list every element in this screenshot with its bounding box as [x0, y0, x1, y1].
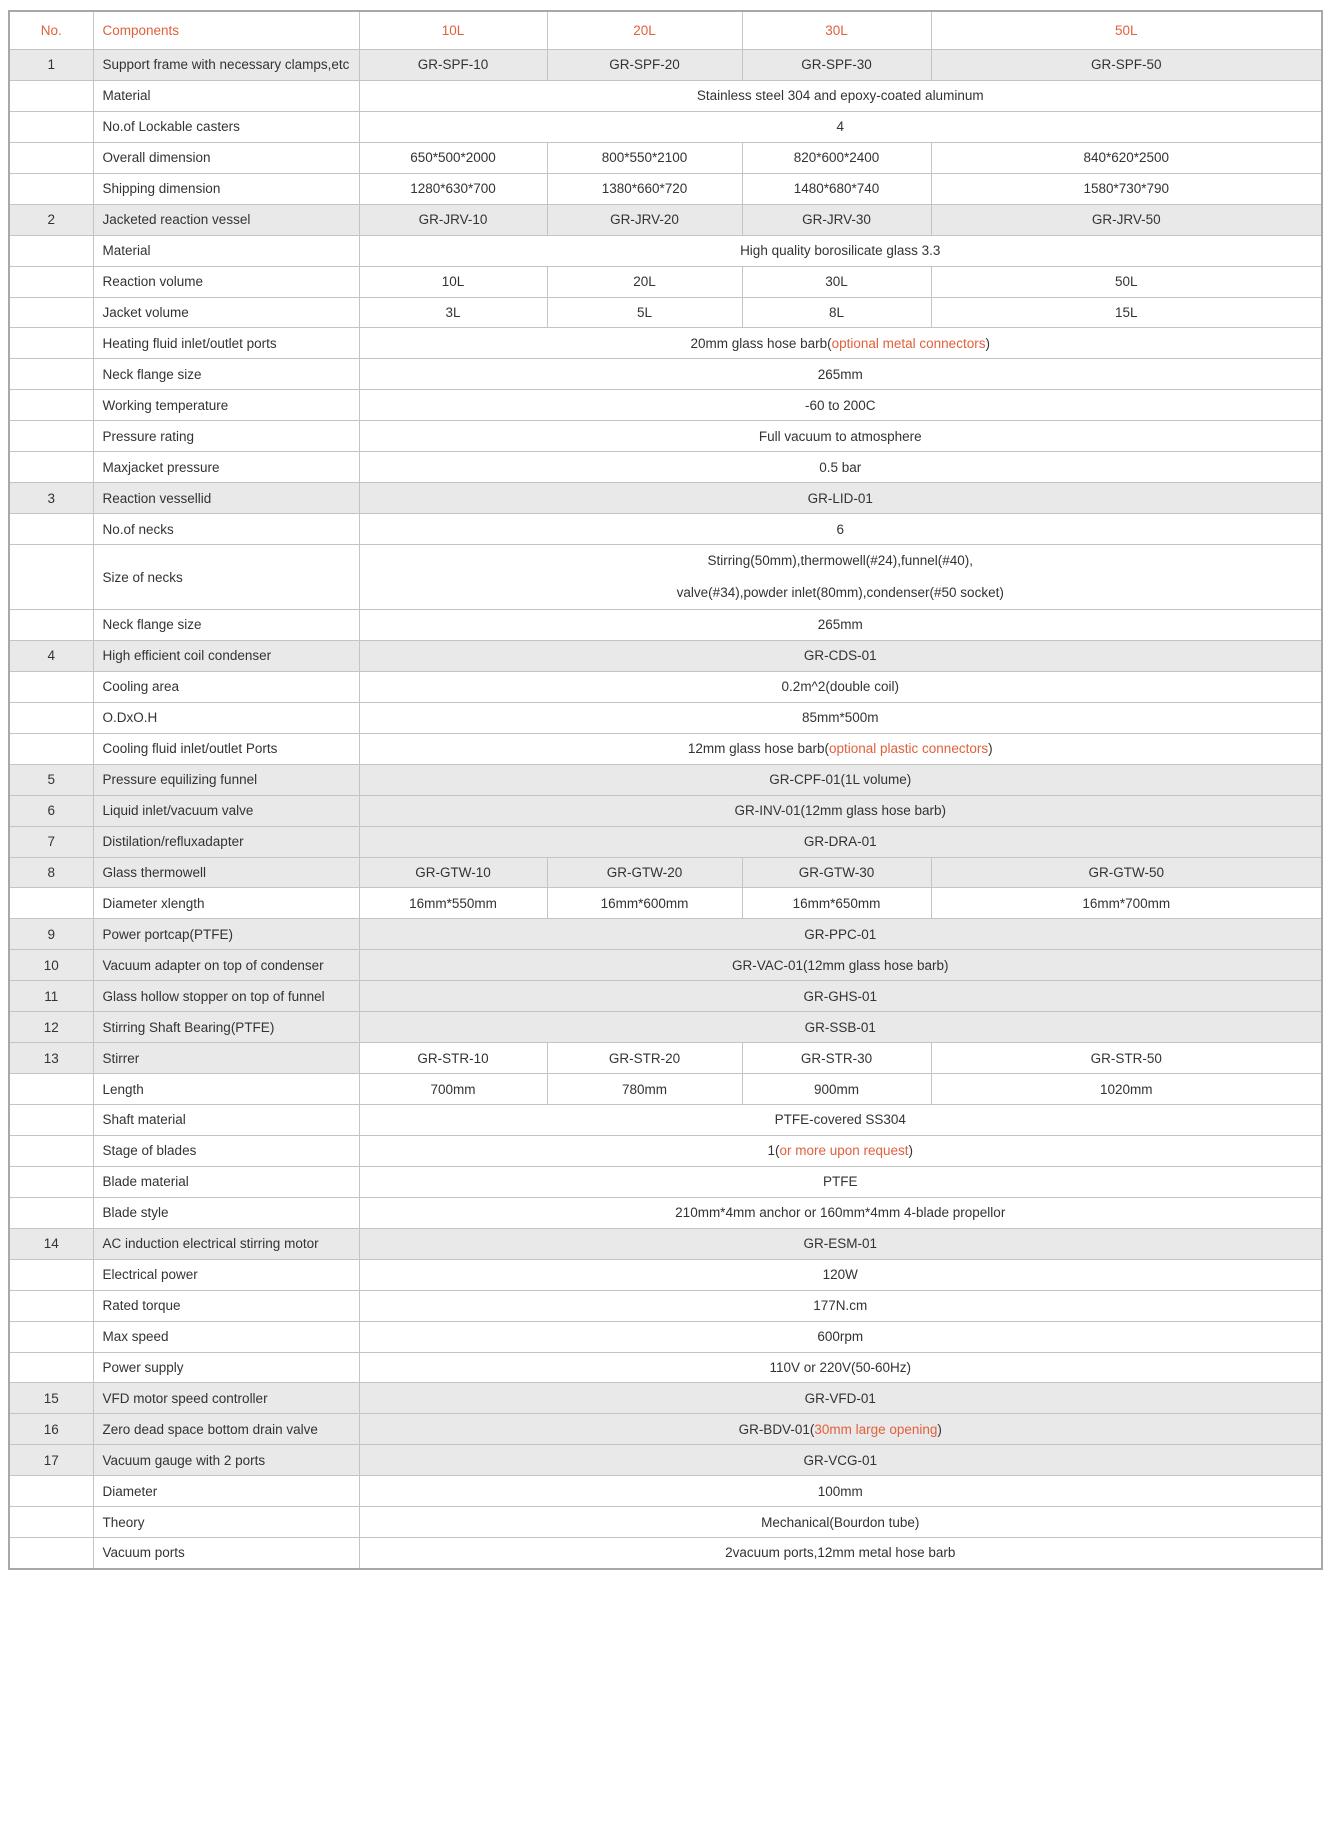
- component-label: AC induction electrical stirring motor: [93, 1228, 359, 1259]
- spec-value-cell: [359, 111, 1322, 142]
- component-label: Pressure rating: [93, 421, 359, 452]
- component-label: No.of Lockable casters: [93, 111, 359, 142]
- spec-value-cell: [359, 795, 1322, 826]
- table-row: [9, 826, 1322, 857]
- spec-value-line: Stirring(50mm),thermowell(#24),funnel(#40),: [707, 553, 974, 568]
- table-row: [9, 764, 1322, 795]
- item-number: 5: [9, 764, 93, 795]
- component-label: Rated torque: [93, 1290, 359, 1321]
- spec-value-cell: [359, 1259, 1322, 1290]
- spec-value-cell: [359, 764, 1322, 795]
- table-row: [9, 795, 1322, 826]
- table-row: [9, 1383, 1322, 1414]
- spec-value-cell: [359, 514, 1322, 545]
- size-value-cell: 30L: [742, 266, 931, 297]
- component-label: Power supply: [93, 1352, 359, 1383]
- item-number: 9: [9, 919, 93, 950]
- component-label: Vacuum gauge with 2 ports: [93, 1445, 359, 1476]
- table-row: [9, 733, 1322, 764]
- spec-sheet: [8, 10, 1321, 1570]
- item-number: [9, 1074, 93, 1105]
- component-label: Diameter: [93, 1476, 359, 1507]
- component-label: O.DxO.H: [93, 702, 359, 733]
- item-number: 10: [9, 950, 93, 981]
- component-label: Stage of blades: [93, 1135, 359, 1166]
- table-row: [9, 1012, 1322, 1043]
- spec-value-text: Full vacuum to atmosphere: [758, 428, 922, 444]
- item-number: [9, 359, 93, 390]
- table-row: [9, 297, 1322, 328]
- item-number: [9, 514, 93, 545]
- spec-value-text: 210mm*4mm anchor or 160mm*4mm 4-blade propellor: [675, 1205, 1006, 1221]
- component-label: Stirrer: [93, 1043, 359, 1074]
- table-row: [9, 1228, 1322, 1259]
- component-label: Neck flange size: [93, 610, 359, 641]
- component-label: Working temperature: [93, 390, 359, 421]
- component-label: Glass thermowell: [93, 857, 359, 888]
- spec-value-cell: [359, 1321, 1322, 1352]
- spec-value-text: GR-VCG-01: [803, 1452, 877, 1468]
- table-row: [9, 857, 1322, 888]
- item-number: 17: [9, 1445, 93, 1476]
- component-label: Diameter xlength: [93, 888, 359, 919]
- spec-value-text: 0.2m^2(double coil): [781, 679, 899, 695]
- spec-value-text: 85mm*500m: [801, 710, 879, 726]
- spec-value-text: 265mm: [817, 366, 863, 382]
- spec-value-text: GR-LID-01: [807, 490, 873, 506]
- item-number: [9, 328, 93, 359]
- spec-value-text: GR-GHS-01: [803, 988, 877, 1004]
- spec-value-text: 110V or 220V(50-60Hz): [769, 1359, 912, 1375]
- table-row: [9, 1476, 1322, 1507]
- table-row: [9, 671, 1322, 702]
- item-number: [9, 421, 93, 452]
- component-label: Support frame with necessary clamps,etc: [93, 50, 359, 81]
- component-label: No.of necks: [93, 514, 359, 545]
- header-no: No.: [9, 11, 93, 50]
- table-row: [9, 359, 1322, 390]
- table-row: [9, 1074, 1322, 1105]
- item-number: [9, 266, 93, 297]
- item-number: [9, 1290, 93, 1321]
- component-label: Jacketed reaction vessel: [93, 204, 359, 235]
- spec-value-text: GR-CPF-01(1L volume): [769, 772, 912, 788]
- table-row: [9, 204, 1322, 235]
- component-label: Theory: [93, 1507, 359, 1538]
- spec-value-cell: [359, 80, 1322, 111]
- item-number: [9, 235, 93, 266]
- item-number: [9, 888, 93, 919]
- spec-value-cell: [359, 1135, 1322, 1166]
- spec-value-text-end: ): [985, 335, 990, 351]
- table-row: [9, 1321, 1322, 1352]
- spec-value-text: 2vacuum ports,12mm metal hose barb: [725, 1545, 956, 1561]
- item-number: [9, 1259, 93, 1290]
- spec-value-text: GR-VFD-01: [804, 1390, 876, 1406]
- size-value-cell: 1580*730*790: [931, 173, 1322, 204]
- table-row: [9, 1414, 1322, 1445]
- table-row: [9, 1538, 1322, 1569]
- spec-value-cell: [359, 733, 1322, 764]
- size-value-cell: 900mm: [742, 1074, 931, 1105]
- size-value-cell: GR-SPF-50: [931, 50, 1322, 81]
- table-row: [9, 1445, 1322, 1476]
- component-label: Overall dimension: [93, 142, 359, 173]
- size-value-cell: GR-SPF-30: [742, 50, 931, 81]
- spec-value-text: 1(: [767, 1143, 780, 1159]
- size-value-cell: 780mm: [547, 1074, 742, 1105]
- spec-value-cell: [359, 483, 1322, 514]
- table-row: [9, 610, 1322, 641]
- item-number: 13: [9, 1043, 93, 1074]
- component-label: Reaction vessellid: [93, 483, 359, 514]
- item-number: 8: [9, 857, 93, 888]
- spec-value-cell: [359, 1197, 1322, 1228]
- spec-value-cell: [359, 640, 1322, 671]
- size-value-cell: GR-STR-20: [547, 1043, 742, 1074]
- size-value-cell: GR-GTW-30: [742, 857, 931, 888]
- header-row: [9, 11, 1322, 50]
- size-value-cell: 50L: [931, 266, 1322, 297]
- component-label: Cooling fluid inlet/outlet Ports: [93, 733, 359, 764]
- spec-value-cell: [359, 950, 1322, 981]
- component-label: Material: [93, 235, 359, 266]
- spec-value-cell: [359, 702, 1322, 733]
- item-number: [9, 1476, 93, 1507]
- table-row: [9, 1352, 1322, 1383]
- spec-value-cell: [359, 610, 1322, 641]
- spec-table: [8, 10, 1323, 1570]
- item-number: 15: [9, 1383, 93, 1414]
- item-number: [9, 610, 93, 641]
- size-value-cell: GR-SPF-20: [547, 50, 742, 81]
- spec-value-text: PTFE: [822, 1174, 858, 1190]
- spec-value-text: 600rpm: [817, 1329, 864, 1345]
- item-number: [9, 733, 93, 764]
- spec-value-text: GR-PPC-01: [804, 926, 877, 942]
- size-value-cell: 5L: [547, 297, 742, 328]
- item-number: [9, 671, 93, 702]
- table-row: [9, 142, 1322, 173]
- spec-value-note: optional metal connectors: [831, 335, 986, 351]
- spec-value-text: 100mm: [817, 1483, 863, 1499]
- table-row: [9, 514, 1322, 545]
- spec-value-text: 177N.cm: [813, 1298, 868, 1314]
- spec-value-note: 30mm large opening: [814, 1421, 938, 1437]
- spec-value-cell: [359, 826, 1322, 857]
- spec-value-cell: [359, 1383, 1322, 1414]
- spec-value-line: valve(#34),powder inlet(80mm),condenser(#50 socket): [676, 585, 1004, 600]
- spec-value-text: 120W: [822, 1267, 858, 1283]
- item-number: [9, 297, 93, 328]
- size-value-cell: 16mm*600mm: [547, 888, 742, 919]
- size-value-cell: 15L: [931, 297, 1322, 328]
- component-label: Jacket volume: [93, 297, 359, 328]
- component-label: Reaction volume: [93, 266, 359, 297]
- spec-value-cell: [359, 390, 1322, 421]
- header-size-30l: 30L: [742, 11, 931, 50]
- spec-value-cell: [359, 1166, 1322, 1197]
- spec-body: [9, 50, 1322, 1569]
- size-value-cell: 700mm: [359, 1074, 547, 1105]
- component-label: Power portcap(PTFE): [93, 919, 359, 950]
- size-value-cell: 1480*680*740: [742, 173, 931, 204]
- size-value-cell: GR-JRV-50: [931, 204, 1322, 235]
- item-number: [9, 142, 93, 173]
- component-label: Cooling area: [93, 671, 359, 702]
- spec-value-text: 265mm: [817, 617, 863, 633]
- table-row: [9, 640, 1322, 671]
- table-row: [9, 1166, 1322, 1197]
- size-value-cell: 20L: [547, 266, 742, 297]
- spec-value-text: 20mm glass hose barb(: [690, 335, 832, 351]
- table-row: [9, 919, 1322, 950]
- item-number: 7: [9, 826, 93, 857]
- spec-value-text: 4: [836, 119, 844, 135]
- item-number: [9, 702, 93, 733]
- item-number: 3: [9, 483, 93, 514]
- table-row: [9, 452, 1322, 483]
- spec-value-cell: [359, 1105, 1322, 1136]
- size-value-cell: 8L: [742, 297, 931, 328]
- component-label: Blade style: [93, 1197, 359, 1228]
- component-label: Blade material: [93, 1166, 359, 1197]
- spec-value-text: Mechanical(Bourdon tube): [761, 1514, 920, 1530]
- table-row: [9, 421, 1322, 452]
- item-number: 4: [9, 640, 93, 671]
- component-label: Stirring Shaft Bearing(PTFE): [93, 1012, 359, 1043]
- table-row: [9, 702, 1322, 733]
- spec-value-cell: [359, 981, 1322, 1012]
- table-row: [9, 1259, 1322, 1290]
- item-number: [9, 1507, 93, 1538]
- spec-value-cell: [359, 1414, 1322, 1445]
- table-row: [9, 111, 1322, 142]
- spec-value-text: GR-DRA-01: [803, 834, 877, 850]
- component-label: Maxjacket pressure: [93, 452, 359, 483]
- table-row: [9, 483, 1322, 514]
- table-row: [9, 1507, 1322, 1538]
- item-number: [9, 1538, 93, 1569]
- header-size-20l: 20L: [547, 11, 742, 50]
- spec-value-text: GR-ESM-01: [803, 1236, 877, 1252]
- spec-value-text: Stainless steel 304 and epoxy-coated aluminum: [696, 88, 984, 104]
- spec-value-text-end: ): [937, 1421, 942, 1437]
- size-value-cell: GR-STR-50: [931, 1043, 1322, 1074]
- table-row: [9, 1290, 1322, 1321]
- component-label: VFD motor speed controller: [93, 1383, 359, 1414]
- item-number: 12: [9, 1012, 93, 1043]
- size-value-cell: 1280*630*700: [359, 173, 547, 204]
- component-label: Zero dead space bottom drain valve: [93, 1414, 359, 1445]
- size-value-cell: GR-STR-10: [359, 1043, 547, 1074]
- spec-value-cell: [359, 452, 1322, 483]
- table-row: [9, 173, 1322, 204]
- spec-value-cell: [359, 1476, 1322, 1507]
- header-size-10l: 10L: [359, 11, 547, 50]
- component-label: Pressure equilizing funnel: [93, 764, 359, 795]
- table-row: [9, 1105, 1322, 1136]
- table-row: [9, 266, 1322, 297]
- spec-value-text-end: ): [988, 741, 993, 757]
- spec-value-text: GR-BDV-01(: [738, 1421, 815, 1437]
- spec-value-note: or more upon request: [779, 1143, 909, 1159]
- spec-value-cell: [359, 1290, 1322, 1321]
- spec-value-text: PTFE-covered SS304: [774, 1112, 906, 1128]
- item-number: [9, 1135, 93, 1166]
- spec-value-text-end: ): [908, 1143, 914, 1159]
- item-number: [9, 111, 93, 142]
- header-components: Components: [93, 11, 359, 50]
- component-label: Vacuum ports: [93, 1538, 359, 1569]
- item-number: 14: [9, 1228, 93, 1259]
- size-value-cell: 1020mm: [931, 1074, 1322, 1105]
- item-number: [9, 545, 93, 610]
- component-label: Shipping dimension: [93, 173, 359, 204]
- component-label: Length: [93, 1074, 359, 1105]
- size-value-cell: GR-JRV-10: [359, 204, 547, 235]
- spec-value-text: High quality borosilicate glass 3.3: [740, 243, 941, 259]
- item-number: [9, 173, 93, 204]
- spec-value-cell: [359, 1228, 1322, 1259]
- spec-value-text: -60 to 200C: [804, 397, 876, 413]
- spec-value-cell: [359, 1352, 1322, 1383]
- size-value-cell: GR-JRV-30: [742, 204, 931, 235]
- component-label: Neck flange size: [93, 359, 359, 390]
- table-row: [9, 545, 1322, 610]
- item-number: [9, 80, 93, 111]
- item-number: [9, 452, 93, 483]
- component-label: Glass hollow stopper on top of funnel: [93, 981, 359, 1012]
- spec-value-text: GR-VAC-01(12mm glass hose barb): [731, 957, 949, 973]
- size-value-cell: 16mm*700mm: [931, 888, 1322, 919]
- table-row: [9, 888, 1322, 919]
- table-row: [9, 328, 1322, 359]
- table-row: [9, 981, 1322, 1012]
- spec-value-cell: [359, 545, 1322, 610]
- spec-value-cell: [359, 1445, 1322, 1476]
- component-label: Electrical power: [93, 1259, 359, 1290]
- spec-value-cell: [359, 359, 1322, 390]
- size-value-cell: GR-JRV-20: [547, 204, 742, 235]
- spec-value-text: 0.5 bar: [819, 459, 862, 475]
- size-value-cell: GR-STR-30: [742, 1043, 931, 1074]
- item-number: 6: [9, 795, 93, 826]
- size-value-cell: 820*600*2400: [742, 142, 931, 173]
- size-value-cell: 650*500*2000: [359, 142, 547, 173]
- spec-value-cell: [359, 919, 1322, 950]
- size-value-cell: 10L: [359, 266, 547, 297]
- item-number: [9, 390, 93, 421]
- spec-value-cell: [359, 671, 1322, 702]
- table-row: [9, 235, 1322, 266]
- component-label: Material: [93, 80, 359, 111]
- spec-value-text: GR-CDS-01: [803, 648, 877, 664]
- spec-value-text: 6: [836, 521, 844, 537]
- spec-value-text: GR-INV-01(12mm glass hose barb): [734, 803, 947, 819]
- item-number: [9, 1105, 93, 1136]
- item-number: 2: [9, 204, 93, 235]
- spec-value-cell: [359, 421, 1322, 452]
- spec-value-cell: [359, 1538, 1322, 1569]
- spec-value-text: GR-SSB-01: [804, 1019, 876, 1035]
- component-label: Liquid inlet/vacuum valve: [93, 795, 359, 826]
- spec-value-note: optional plastic connectors: [828, 741, 989, 757]
- size-value-cell: GR-GTW-10: [359, 857, 547, 888]
- size-value-cell: GR-GTW-50: [931, 857, 1322, 888]
- component-label: High efficient coil condenser: [93, 640, 359, 671]
- component-label: Heating fluid inlet/outlet ports: [93, 328, 359, 359]
- table-row: [9, 50, 1322, 81]
- spec-value-cell: [359, 328, 1322, 359]
- size-value-cell: 16mm*650mm: [742, 888, 931, 919]
- item-number: [9, 1197, 93, 1228]
- spec-value-text: 12mm glass hose barb(: [687, 741, 829, 757]
- table-row: [9, 80, 1322, 111]
- table-row: [9, 950, 1322, 981]
- item-number: [9, 1321, 93, 1352]
- item-number: [9, 1166, 93, 1197]
- spec-value-cell: [359, 1507, 1322, 1538]
- item-number: 11: [9, 981, 93, 1012]
- size-value-cell: 800*550*2100: [547, 142, 742, 173]
- table-row: [9, 390, 1322, 421]
- item-number: [9, 1352, 93, 1383]
- component-label: Distilation/refluxadapter: [93, 826, 359, 857]
- table-row: [9, 1135, 1322, 1166]
- component-label: Shaft material: [93, 1105, 359, 1136]
- item-number: 16: [9, 1414, 93, 1445]
- spec-value-cell: [359, 235, 1322, 266]
- header-size-50l: 50L: [931, 11, 1322, 50]
- size-value-cell: 1380*660*720: [547, 173, 742, 204]
- table-row: [9, 1197, 1322, 1228]
- size-value-cell: GR-GTW-20: [547, 857, 742, 888]
- component-label: Max speed: [93, 1321, 359, 1352]
- component-label: Size of necks: [93, 545, 359, 610]
- size-value-cell: 16mm*550mm: [359, 888, 547, 919]
- size-value-cell: 3L: [359, 297, 547, 328]
- table-row: [9, 1043, 1322, 1074]
- component-label: Vacuum adapter on top of condenser: [93, 950, 359, 981]
- item-number: 1: [9, 50, 93, 81]
- spec-value-cell: [359, 1012, 1322, 1043]
- size-value-cell: 840*620*2500: [931, 142, 1322, 173]
- size-value-cell: GR-SPF-10: [359, 50, 547, 81]
